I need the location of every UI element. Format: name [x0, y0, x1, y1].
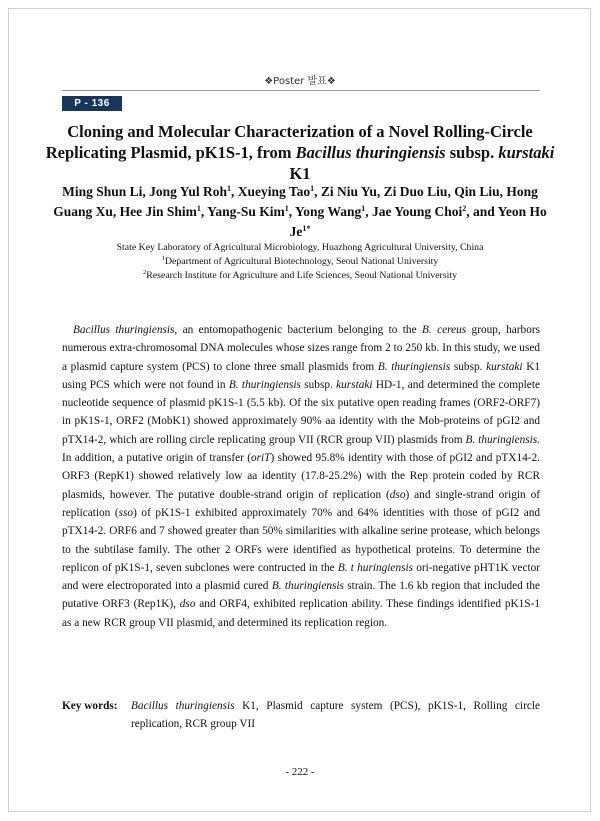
author-name: Yang-Su Kim	[207, 204, 285, 219]
author-name: Jae Young Choi	[371, 204, 463, 219]
author-affiliation-mark: 1	[196, 204, 201, 213]
poster-number-badge: P - 136	[62, 96, 122, 111]
paper-title	[40, 121, 560, 184]
author-affiliation-mark: 1	[284, 204, 289, 213]
author-name: Zi Niu Yu	[320, 184, 377, 199]
page-number: - 222 -	[285, 766, 315, 778]
title-line-1: Cloning and Molecular Characterization of a Novel Rolling-Circle	[67, 122, 533, 141]
author-name: Yeon Ho Je	[289, 204, 547, 239]
author-name: Jong Yul Roh	[149, 184, 227, 199]
author-name: Ming Shun Li	[62, 184, 143, 199]
header-rule	[62, 90, 540, 91]
keywords-text: Bacillus thuringiensis K1, Plasmid capture system (PCS), pK1S-1, Rolling circle replication, RCR group VII	[131, 700, 540, 731]
author-name: Xueying Tao	[237, 184, 311, 199]
author-name: Yong Wang	[295, 204, 362, 219]
title-line-2: Replicating Plasmid, pK1S-1, from Bacillus thuringiensis subsp. kurstaki K1	[45, 143, 555, 183]
author-affiliation-mark: 1	[226, 184, 231, 193]
author-name: Qin Liu	[454, 184, 500, 199]
section-header: ❖Poster 발표❖	[264, 76, 336, 87]
author-name: Hee Jin Shim	[119, 204, 197, 219]
keywords-block	[62, 697, 540, 734]
abstract-body: Bacillus thuringiensis, an entomopathogenic bacterium belonging to the B. cereus group, harbors numerous extra-chromosomal DNA molecules whose sizes range from 2 to 250 kb. In this study, we used a plasmid capture system (PCS) to clone three small plasmids from B. thuringiensis subsp. kurstaki K1 using PCS which were not found in B. thuringiensis subsp. kurstaki HD-1, and determined the complete nucleotide sequence of plasmid pK1S-1 (5.5 kb). Of the six putative open reading frames (ORF2-ORF7) in pK1S-1, ORF2 (MobK1) showed approximately 90% aa identity with the Mob-proteins of pGI2 and pTX14-2, which are rolling circle replicating group VII (RCR group VII) plasmids from B. thuringiensis. In addition, a putative origin of transfer (oriT) showed 95.8% identity with those of pGI2 and pTX14-2. ORF3 (RepK1) showed relatively low aa identity (17.8-25.2%) with the Rep protein coded by RCR plasmids, however. The putative double-strand origin of replication (dso) and single-strand origin of replication (sso) of pK1S-1 exhibited approximately 70% and 64% identities with those of pGI2 and pTX14-2. ORF6 and 7 showed greater than 50% similarities with alkaline serine protease, which belongs to the subtilase family. The other 2 ORFs were identified as hypothetical proteins. To determine the replicon of pK1S-1, seven subclones were contructed in the B. t huringiensis ori-negative pHT1K vector and were electroporated into a plasmid cured B. thuringiensis strain. The 1.6 kb region that included the putative ORF3 (Rep1K), dso and ORF4, exhibited replication ability. These findings identified pK1S-1 as a new RCR group VII plasmid, and determined its replication region.	[62, 324, 541, 629]
keywords-label: Key words:	[62, 700, 118, 712]
affiliation-list	[40, 241, 560, 283]
affiliation-line: $^2$Research Institute for Agriculture and Life Sciences, Seoul National University	[143, 269, 457, 281]
author-affiliation-mark: 1	[361, 204, 366, 213]
affiliation-line: $^1$Department of Agricultural Biotechnology, Seoul National University	[161, 255, 439, 267]
author-name: Hong Guang Xu	[53, 184, 538, 219]
author-list: Ming Shun Li, Jong Yul Roh$^1$, Xueying Tao$^1$, Zi Niu Yu, Zi Duo Liu, Qin Liu, Hong Guang Xu, Hee Jin Shim$^1$, Yang-Su Kim$^1$, Yong Wang$^1$, Jae Young Choi$^2$, and Yeon Ho $Je^{1*}$	[53, 184, 547, 239]
author-affiliation-mark: 1	[310, 184, 315, 193]
affiliation-line: State Key Laboratory of Agricultural Microbiology, Huazhong Agricultural University, China	[116, 242, 484, 253]
author-name: Zi Duo Liu	[383, 184, 448, 199]
author-affiliation-mark: 1*	[302, 224, 311, 233]
author-affiliation-mark: 2	[462, 204, 467, 213]
